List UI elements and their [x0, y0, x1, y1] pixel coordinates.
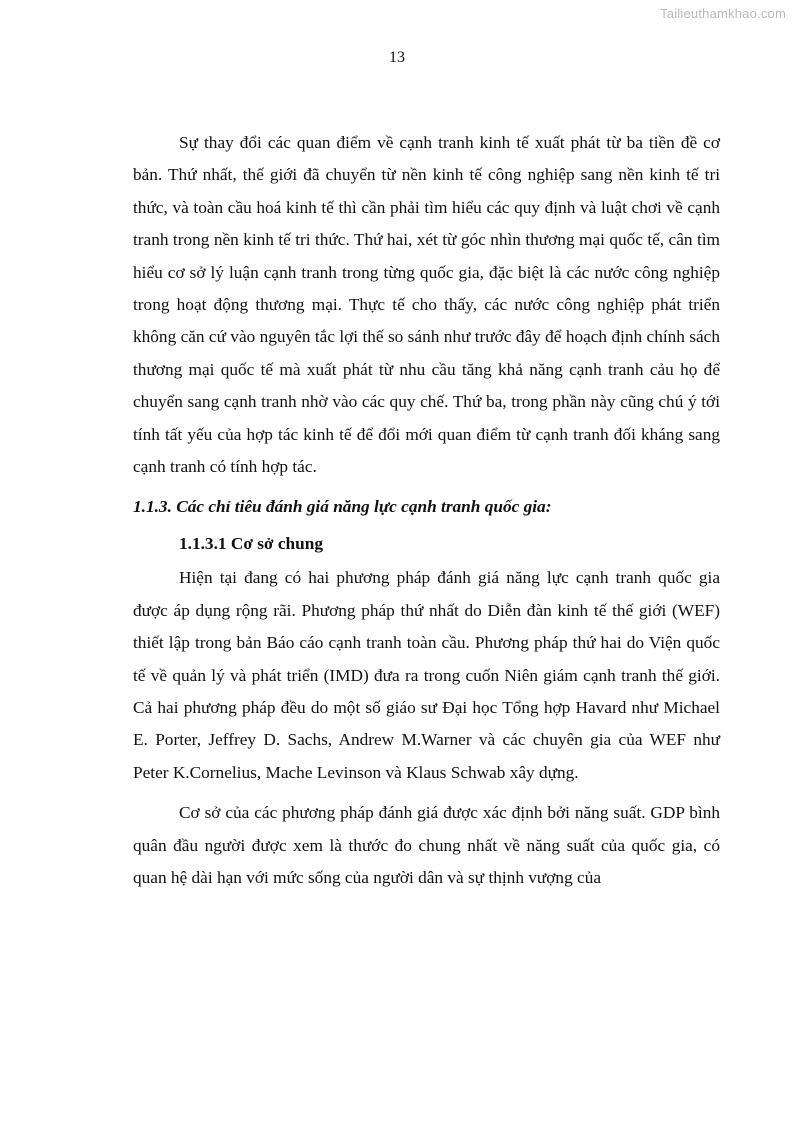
subsection-heading: 1.1.3.1 Cơ sở chung [179, 533, 323, 553]
section-heading: 1.1.3. Các chỉ tiêu đánh giá năng lực cạnh tranh quốc gia: [133, 497, 552, 517]
document-body [133, 127, 720, 894]
paragraph-productivity-basis: Cơ sở của các phương pháp đánh giá được xác định bởi năng suất. GDP bình quân đầu người được xem là thước đo chung nhất về năng suất của quốc gia, có quan hệ dài hạn với mức sống của người dân và sự thịnh vượng của [133, 803, 720, 887]
paragraph-competition-viewpoints: Sự thay đổi các quan điểm về cạnh tranh kinh tế xuất phát từ ba tiền đề cơ bản. Thứ nhất, thế giới đã chuyển từ nền kinh tế công nghiệp sang nền kinh tế tri thức, và toàn cầu hoá kinh tế thì cần phải tìm hiểu các quy định và luật chơi về cạnh tranh trong nền kinh tế tri thức. Thứ hai, xét từ góc nhìn thương mại quốc tế, cân tìm hiểu cơ sở lý luận cạnh tranh trong từng quốc gia, đặc biệt là các nước công nghiệp trong hoạt động thương mại. Thực tế cho thấy, các nước công nghiệp phát triển không căn cứ vào nguyên tắc lợi thế so sánh như trước đây để hoạch định chính sách thương mại quốc tế mà xuất phát từ nhu cầu tăng khả năng cạnh tranh cảu họ để chuyển sang cạnh tranh nhờ vào các quy chế. Thứ ba, trong phần này cũng chú ý tới tính tất yếu của hợp tác kinh tế để đổi mới quan điểm từ cạnh tranh đối kháng sang cạnh tranh có tính hợp tác. [133, 133, 720, 477]
watermark: Tailieuthamkhao.com [660, 6, 786, 21]
paragraph-evaluation-methods: Hiện tại đang có hai phương pháp đánh giá năng lực cạnh tranh quốc gia được áp dụng rộng rãi. Phương pháp thứ nhất do Diễn đàn kinh tế thế giới (WEF) thiết lập trong bản Báo cáo cạnh tranh toàn cầu. Phương pháp thứ hai do Viện quốc tế về quản lý và phát triển (IMD) đưa ra trong cuốn Niên giám cạnh tranh thế giới. Cả hai phương pháp đều do một số giáo sư Đại học Tổng hợp Havard như Michael E. Porter, Jeffrey D. Sachs, Andrew M.Warner và các chuyên gia của WEF như Peter K.Cornelius, Mache Levinson và Klaus Schwab xây dựng. [133, 568, 720, 782]
page-number: 13 [389, 49, 405, 66]
